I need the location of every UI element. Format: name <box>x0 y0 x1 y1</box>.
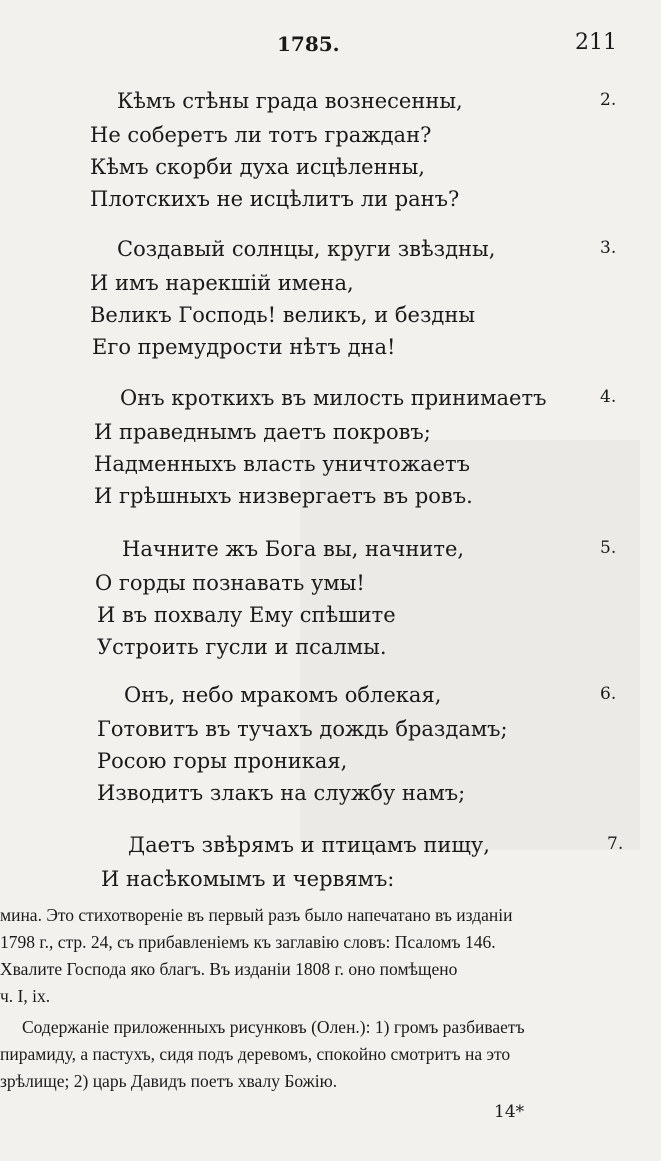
page-year: 1785. <box>277 32 340 56</box>
poem-line: Онъ кроткихъ въ милость принимаетъ <box>120 386 547 410</box>
poem-line: Росою горы проникая, <box>97 749 348 773</box>
poem-line: Кѣмъ скорби духа исцѣленны, <box>90 155 425 179</box>
poem-line: И грѣшныхъ низвергаетъ въ ровъ. <box>94 484 473 508</box>
footnote-line: Хвалите Господа яко благъ. Въ изданіи 1808 г. оно помѣщено <box>0 959 458 979</box>
stanza-number: 6. <box>600 684 617 704</box>
poem-line: Великъ Господь! великъ, и бездны <box>90 303 476 327</box>
poem-line: Кѣмъ стѣны града вознесенны, <box>117 89 463 113</box>
footnote-line: ч. I, ix. <box>0 986 51 1006</box>
poem-line: Создавый солнцы, круги звѣздны, <box>117 237 496 261</box>
footnote-line: зрѣлище; 2) царь Давидъ поетъ хвалу Божію. <box>0 1071 338 1091</box>
poem-line: Его премудрости нѣтъ дна! <box>92 335 396 359</box>
poem-line: Плотскихъ не исцѣлитъ ли ранъ? <box>90 187 460 211</box>
poem-line: Даетъ звѣрямъ и птицамъ пищу, <box>128 833 490 857</box>
poem-line: И въ похвалу Ему спѣшите <box>97 603 396 627</box>
footnote-line: пирамиду, а пастухъ, сидя подъ деревомъ, спокойно смотритъ на это <box>0 1044 511 1064</box>
poem-line: Устроить гусли и псалмы. <box>97 635 387 659</box>
stanza-number: 2. <box>600 90 617 110</box>
page-header <box>0 28 661 58</box>
poem-line: Надменныхъ власть уничтожаетъ <box>94 452 471 476</box>
poem-line: И насѣкомымъ и червямъ: <box>101 867 395 891</box>
stanza-number: 3. <box>600 238 617 258</box>
footnote-line: мина. Это стихотвореніе въ первый разъ было напечатано въ изданіи <box>0 905 513 925</box>
footnote <box>0 902 640 1095</box>
poem-line: Начните жъ Бога вы, начните, <box>122 537 465 561</box>
poem-line: Готовитъ въ тучахъ дождь браздамъ; <box>97 717 508 741</box>
stanza-number: 7. <box>607 834 624 854</box>
page-number: 211 <box>575 30 617 55</box>
poem-line: Не соберетъ ли тотъ граждан? <box>90 123 432 147</box>
stanza-number: 5. <box>600 538 617 558</box>
poem-line: И праведнымъ даетъ покровъ; <box>94 420 431 444</box>
poem-line: О горды познавать умы! <box>95 571 365 595</box>
printer-signature: 14* <box>494 1102 525 1122</box>
footnote-line: Содержаніе приложенныхъ рисунковъ (Олен.): 1) громъ разбиваетъ <box>22 1017 525 1037</box>
poem-line: Онъ, небо мракомъ облекая, <box>124 683 442 707</box>
stanza-number: 4. <box>600 387 617 407</box>
footnote-line: 1798 г., стр. 24, съ прибавленіемъ къ заглавію словъ: Псаломъ 146. <box>0 932 496 952</box>
poem-line: И имъ нарекшій имена, <box>90 271 354 295</box>
poem-line: Изводитъ злакъ на службу намъ; <box>97 781 466 805</box>
